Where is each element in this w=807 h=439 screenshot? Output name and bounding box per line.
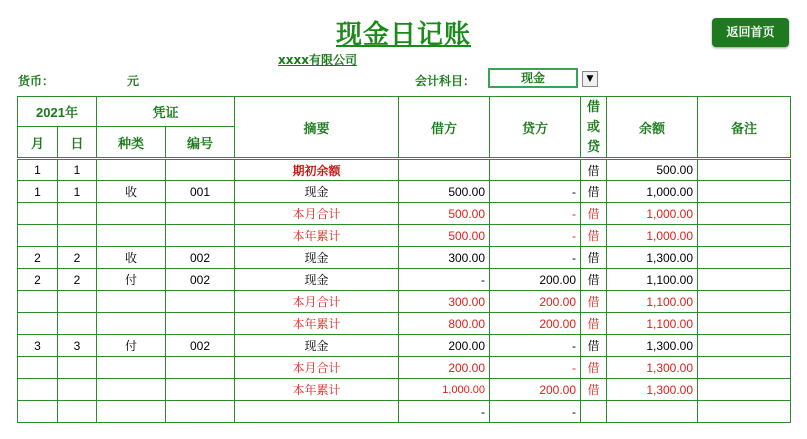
month-cell[interactable]: 1 <box>18 159 58 181</box>
number-cell[interactable] <box>166 379 235 401</box>
type-cell[interactable]: 收 <box>97 247 166 269</box>
summary-cell[interactable]: 本年累计 <box>235 379 399 401</box>
credit-cell[interactable]: - <box>490 335 581 357</box>
table-row <box>18 225 791 247</box>
direction-cell[interactable]: 借 <box>581 247 607 269</box>
balance-cell[interactable]: 1,100.00 <box>607 269 698 291</box>
type-cell[interactable] <box>97 401 166 423</box>
summary-cell[interactable]: 本年累计 <box>235 313 399 335</box>
month-cell[interactable] <box>18 291 58 313</box>
type-header: 种类 <box>97 127 166 159</box>
remark-cell[interactable] <box>698 203 791 225</box>
remark-cell[interactable] <box>698 159 791 181</box>
table-row <box>18 181 791 203</box>
number-cell[interactable]: 001 <box>166 181 235 203</box>
balance-cell[interactable]: 1,300.00 <box>607 335 698 357</box>
balance-header: 余额 <box>607 97 698 159</box>
summary-cell[interactable]: 现金 <box>235 335 399 357</box>
remark-header: 备注 <box>698 97 791 159</box>
month-cell[interactable]: 1 <box>18 181 58 203</box>
summary-cell[interactable]: 现金 <box>235 247 399 269</box>
type-cell[interactable] <box>97 379 166 401</box>
debit-cell[interactable]: 500.00 <box>399 225 490 247</box>
day-cell[interactable] <box>58 291 97 313</box>
debit-header: 借方 <box>399 97 490 159</box>
table-row <box>18 269 791 291</box>
month-cell[interactable] <box>18 401 58 423</box>
day-cell[interactable] <box>58 379 97 401</box>
day-cell[interactable] <box>58 225 97 247</box>
number-cell[interactable] <box>166 225 235 247</box>
number-cell[interactable]: 002 <box>166 247 235 269</box>
day-header: 日 <box>58 127 97 159</box>
day-cell[interactable]: 2 <box>58 269 97 291</box>
credit-cell[interactable]: 200.00 <box>490 291 581 313</box>
table-row <box>18 335 791 357</box>
debit-cell[interactable]: 300.00 <box>399 291 490 313</box>
back-home-button[interactable]: 返回首页 <box>712 18 789 47</box>
debit-cell[interactable]: - <box>399 401 490 423</box>
remark-cell[interactable] <box>698 269 791 291</box>
number-cell[interactable] <box>166 313 235 335</box>
balance-cell[interactable]: 1,100.00 <box>607 291 698 313</box>
credit-cell[interactable]: 200.00 <box>490 269 581 291</box>
remark-cell[interactable] <box>698 181 791 203</box>
direction-cell[interactable]: 借 <box>581 335 607 357</box>
credit-cell[interactable]: 200.00 <box>490 379 581 401</box>
direction-cell[interactable] <box>581 401 607 423</box>
type-cell[interactable] <box>97 313 166 335</box>
summary-cell[interactable]: 现金 <box>235 269 399 291</box>
month-cell[interactable]: 2 <box>18 269 58 291</box>
currency-label: 货币： <box>18 74 55 88</box>
balance-cell[interactable]: 1,000.00 <box>607 181 698 203</box>
day-cell[interactable]: 1 <box>58 181 97 203</box>
credit-cell[interactable]: - <box>490 247 581 269</box>
summary-cell[interactable]: 本月合计 <box>235 357 399 379</box>
balance-cell[interactable]: 1,300.00 <box>607 247 698 269</box>
day-cell[interactable] <box>58 357 97 379</box>
month-header: 月 <box>18 127 58 159</box>
remark-cell[interactable] <box>698 379 791 401</box>
table-row <box>18 291 791 313</box>
day-cell[interactable] <box>58 313 97 335</box>
direction-cell[interactable]: 借 <box>581 357 607 379</box>
direction-cell[interactable]: 借 <box>581 203 607 225</box>
direction-cell[interactable]: 借 <box>581 313 607 335</box>
summary-cell[interactable]: 本月合计 <box>235 203 399 225</box>
month-cell[interactable]: 2 <box>18 247 58 269</box>
debit-cell[interactable]: 200.00 <box>399 335 490 357</box>
direction-cell[interactable]: 借 <box>581 225 607 247</box>
credit-cell[interactable]: - <box>490 401 581 423</box>
balance-cell[interactable]: 1,100.00 <box>607 313 698 335</box>
summary-cell[interactable]: 期初余额 <box>235 159 399 181</box>
type-cell[interactable] <box>97 203 166 225</box>
credit-cell[interactable]: 200.00 <box>490 313 581 335</box>
summary-cell[interactable]: 现金 <box>235 181 399 203</box>
currency-value: 元 <box>127 74 140 88</box>
company-link[interactable]: xxxx有限公司 <box>278 53 357 67</box>
day-cell[interactable]: 2 <box>58 247 97 269</box>
type-cell[interactable] <box>97 225 166 247</box>
remark-cell[interactable] <box>698 401 791 423</box>
number-cell[interactable] <box>166 401 235 423</box>
debit-cell[interactable]: 300.00 <box>399 247 490 269</box>
balance-cell[interactable]: 1,300.00 <box>607 357 698 379</box>
debit-cell[interactable]: 500.00 <box>399 181 490 203</box>
table-row <box>18 203 791 225</box>
table-row <box>18 401 791 423</box>
remark-cell[interactable] <box>698 225 791 247</box>
number-cell[interactable]: 002 <box>166 335 235 357</box>
remark-cell[interactable] <box>698 335 791 357</box>
month-cell[interactable] <box>18 203 58 225</box>
type-cell[interactable] <box>97 159 166 181</box>
balance-cell[interactable]: 1,000.00 <box>607 225 698 247</box>
balance-cell[interactable]: 1,000.00 <box>607 203 698 225</box>
account-select[interactable]: 现金 <box>488 68 578 88</box>
credit-cell[interactable]: - <box>490 181 581 203</box>
balance-cell[interactable]: 500.00 <box>607 159 698 181</box>
credit-cell[interactable]: - <box>490 225 581 247</box>
direction-cell[interactable]: 借 <box>581 269 607 291</box>
table-row <box>18 313 791 335</box>
month-cell[interactable] <box>18 313 58 335</box>
direction-cell[interactable]: 借 <box>581 291 607 313</box>
month-cell[interactable] <box>18 379 58 401</box>
day-cell[interactable] <box>58 203 97 225</box>
direction-cell[interactable]: 借 <box>581 159 607 181</box>
direction-cell[interactable]: 借 <box>581 181 607 203</box>
table-row <box>18 247 791 269</box>
table-row <box>18 159 791 181</box>
voucher-header: 凭证 <box>97 97 235 127</box>
debit-cell[interactable]: 800.00 <box>399 313 490 335</box>
debit-cell[interactable]: - <box>399 269 490 291</box>
month-cell[interactable] <box>18 357 58 379</box>
debit-cell[interactable] <box>399 159 490 181</box>
balance-cell[interactable] <box>607 401 698 423</box>
debit-cell[interactable]: 500.00 <box>399 203 490 225</box>
month-cell[interactable] <box>18 225 58 247</box>
remark-cell[interactable] <box>698 313 791 335</box>
credit-cell[interactable] <box>490 159 581 181</box>
number-cell[interactable] <box>166 203 235 225</box>
year-header: 2021年 <box>18 97 97 127</box>
type-cell[interactable]: 付 <box>97 335 166 357</box>
type-cell[interactable]: 付 <box>97 269 166 291</box>
remark-cell[interactable] <box>698 247 791 269</box>
table-row <box>18 357 791 379</box>
summary-cell[interactable]: 本年累计 <box>235 225 399 247</box>
number-cell[interactable] <box>166 159 235 181</box>
summary-cell[interactable]: 本月合计 <box>235 291 399 313</box>
day-cell[interactable] <box>58 401 97 423</box>
number-cell[interactable] <box>166 357 235 379</box>
debit-cell[interactable]: 200.00 <box>399 357 490 379</box>
page-title: 现金日记账 <box>335 20 471 50</box>
type-cell[interactable] <box>97 291 166 313</box>
balance-cell[interactable]: 1,300.00 <box>607 379 698 401</box>
day-cell[interactable]: 3 <box>58 335 97 357</box>
chevron-down-icon[interactable]: ▼ <box>582 71 598 87</box>
credit-cell[interactable]: - <box>490 357 581 379</box>
day-cell[interactable]: 1 <box>58 159 97 181</box>
type-cell[interactable] <box>97 357 166 379</box>
direction-header: 借 或 贷 <box>581 97 607 159</box>
number-cell[interactable]: 002 <box>166 269 235 291</box>
cash-journal-table <box>17 96 791 423</box>
direction-cell[interactable]: 借 <box>581 379 607 401</box>
summary-header: 摘要 <box>235 97 399 159</box>
number-cell[interactable] <box>166 291 235 313</box>
account-label: 会计科目： <box>415 74 476 88</box>
remark-cell[interactable] <box>698 357 791 379</box>
credit-cell[interactable]: - <box>490 203 581 225</box>
debit-cell[interactable]: 1,000.00 <box>399 379 490 401</box>
credit-header: 贷方 <box>490 97 581 159</box>
number-header: 编号 <box>166 127 235 159</box>
table-row <box>18 379 791 401</box>
type-cell[interactable]: 收 <box>97 181 166 203</box>
month-cell[interactable]: 3 <box>18 335 58 357</box>
remark-cell[interactable] <box>698 291 791 313</box>
summary-cell[interactable] <box>235 401 399 423</box>
